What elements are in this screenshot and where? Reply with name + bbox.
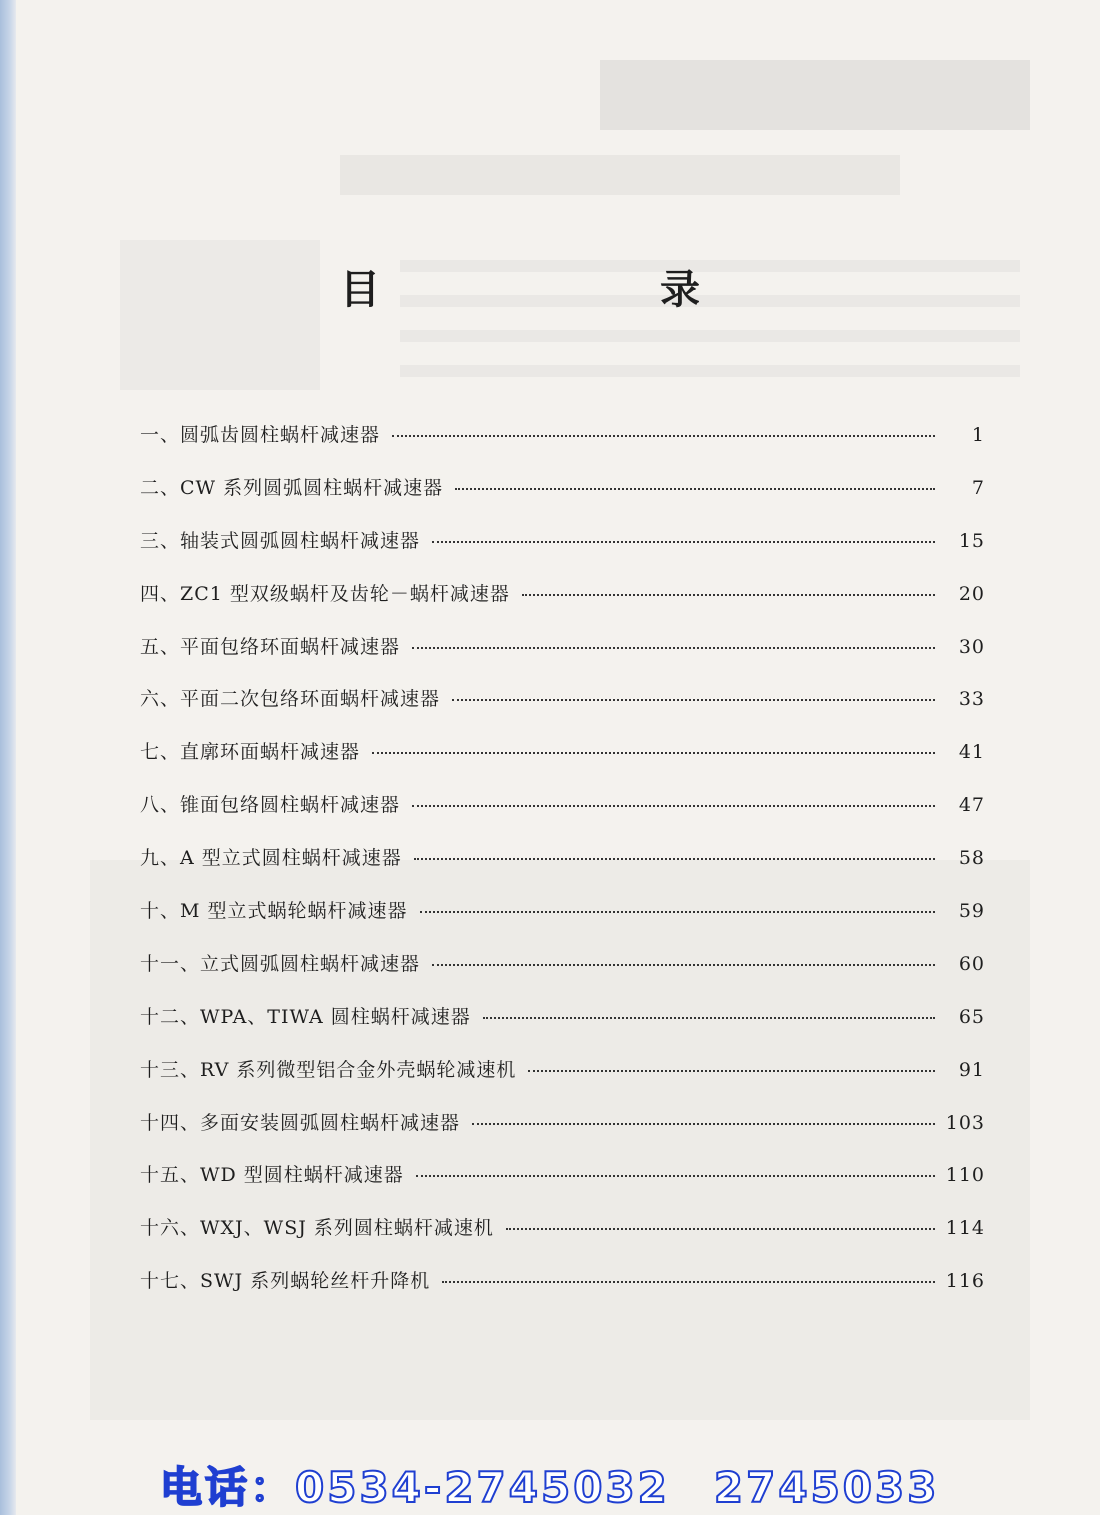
toc-page-number: 7 (971, 476, 985, 499)
toc-entry-label: 一、圆弧齿圆柱蜗杆减速器 (140, 424, 381, 446)
dot-leader (416, 1175, 935, 1177)
show-through-bleed (340, 155, 900, 195)
dot-leader (420, 911, 936, 913)
toc-page-number: 116 (945, 1270, 985, 1293)
toc-page-number: 41 (958, 741, 985, 764)
dot-leader (442, 1281, 935, 1283)
toc-page-number: 114 (945, 1217, 985, 1240)
toc-entry (140, 1002, 985, 1055)
toc-entry-label: 十二、WPA、TIWA 圆柱蜗杆减速器 (140, 1005, 471, 1028)
toc-entry-label: 十三、RV 系列微型铝合金外壳蜗轮减速机 (140, 1058, 517, 1081)
toc-entry (140, 684, 985, 737)
toc-entry (140, 632, 985, 685)
toc-entry (140, 473, 985, 526)
dot-leader (414, 858, 935, 860)
toc-entry-label: 七、直廓环面蜗杆减速器 (140, 741, 361, 764)
toc-entry (140, 526, 985, 579)
toc-page-number: 58 (958, 847, 985, 870)
toc-entry (140, 1055, 985, 1108)
toc-entry-label: 十四、多面安装圆弧圆柱蜗杆减速器 (140, 1111, 461, 1134)
toc-entry-label: 九、A 型立式圆柱蜗杆减速器 (140, 847, 402, 870)
toc-page-number: 59 (958, 900, 985, 923)
toc-entry (140, 737, 985, 790)
toc-page-number: 15 (958, 529, 985, 552)
toc-entry (140, 1213, 985, 1266)
show-through-bleed (600, 60, 1030, 130)
toc-entry-label: 五、平面包络环面蜗杆减速器 (140, 635, 401, 658)
toc-entry-label: 三、轴装式圆弧圆柱蜗杆减速器 (140, 529, 421, 552)
toc-entry-label: 二、CW 系列圆弧圆柱蜗杆减速器 (140, 476, 444, 499)
dot-leader (522, 594, 935, 596)
toc-entry-label: 四、ZC1 型双级蜗杆及齿轮－蜗杆减速器 (140, 582, 510, 605)
dot-leader (472, 1123, 935, 1125)
toc-page-number: 30 (958, 635, 985, 658)
toc-page-number: 110 (945, 1164, 985, 1187)
page-title: 目 录 (340, 267, 820, 313)
dot-leader (412, 805, 935, 807)
toc-entry (140, 1160, 985, 1213)
dot-leader (372, 752, 935, 754)
toc-entry (140, 790, 985, 843)
toc-entry (140, 1108, 985, 1161)
dot-leader (452, 699, 935, 701)
toc-entry (140, 1266, 985, 1319)
toc-entry (140, 843, 985, 896)
dot-leader (528, 1070, 935, 1072)
footer-phone-banner (160, 1455, 939, 1515)
toc-entry-label: 八、锥面包络圆柱蜗杆减速器 (140, 794, 401, 817)
toc-page-number: 33 (958, 688, 985, 711)
page-binding-edge (0, 0, 16, 1515)
toc-entry-label: 十一、立式圆弧圆柱蜗杆减速器 (140, 952, 421, 975)
dot-leader (432, 964, 935, 966)
toc-entry (140, 579, 985, 632)
toc-page-number: 103 (945, 1111, 985, 1134)
phone-number-primary: 电话：0534-2745032 (160, 1463, 670, 1512)
dot-leader (483, 1017, 935, 1019)
toc-entry-label: 六、平面二次包络环面蜗杆减速器 (140, 688, 441, 711)
toc-page-number: 20 (958, 582, 985, 605)
toc-entry-label: 十、M 型立式蜗轮蜗杆减速器 (140, 900, 408, 923)
toc-entry (140, 420, 985, 473)
show-through-bleed (400, 365, 1020, 377)
toc-page-number: 47 (958, 794, 985, 817)
dot-leader (455, 488, 935, 490)
toc-entry-label: 十五、WD 型圆柱蜗杆减速器 (140, 1164, 404, 1187)
dot-leader (392, 435, 935, 437)
toc-entry (140, 949, 985, 1002)
toc-page-number: 1 (971, 424, 985, 446)
phone-number-secondary: 2745033 (713, 1463, 940, 1512)
show-through-bleed (400, 330, 1020, 342)
dot-leader (432, 541, 935, 543)
toc-entry-label: 十七、SWJ 系列蜗轮丝杆升降机 (140, 1270, 431, 1293)
toc-page-number: 91 (958, 1058, 985, 1081)
dot-leader (506, 1228, 935, 1230)
toc-entry-label: 十六、WXJ、WSJ 系列圆柱蜗杆减速机 (140, 1217, 494, 1240)
dot-leader (412, 647, 935, 649)
toc-page-number: 65 (958, 1005, 985, 1028)
toc-list (140, 420, 985, 1319)
toc-page-number: 60 (958, 952, 985, 975)
toc-entry (140, 896, 985, 949)
